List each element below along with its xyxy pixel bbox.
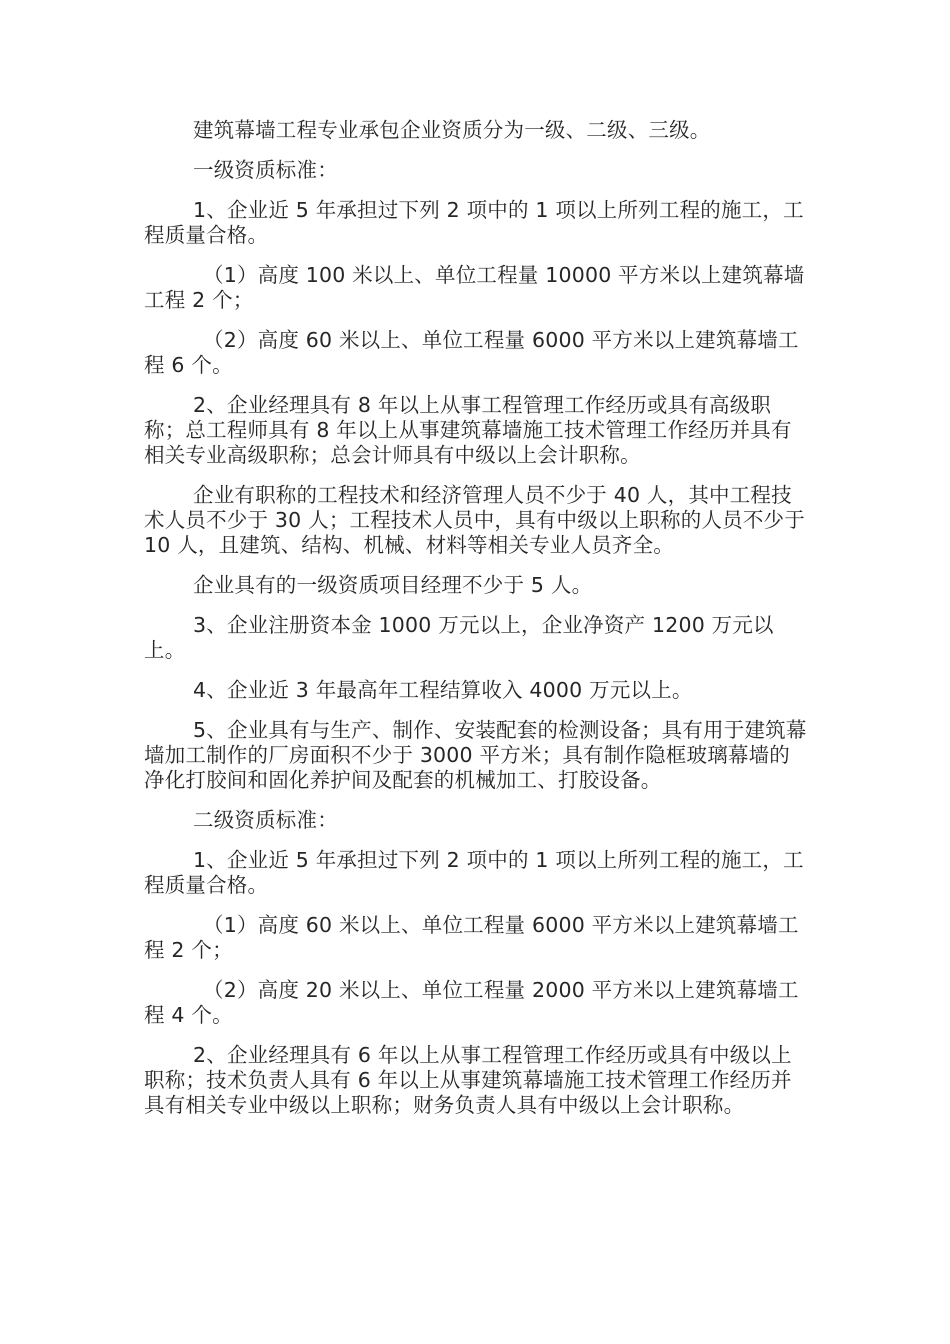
paragraph-intro: 建筑幕墙工程专业承包企业资质分为一级、二级、三级。: [193, 118, 711, 142]
paragraph-l1-item-2: 2、企业经理具有 8 年以上从事工程管理工作经历或具有高级职称；总工程师具有 8 年以上从事建筑幕墙施工技术管理工作经历并具有相关专业高级职称；总会计师具有中级以上会计职称。: [144, 393, 792, 467]
document-body: [144, 118, 810, 1133]
paragraph-l1-item-4: 4、企业近 3 年最高年工程结算收入 4000 万元以上。: [193, 678, 693, 702]
heading-level-2-standard: 二级资质标准：: [193, 808, 338, 832]
paragraph-l1-item-5: 5、企业具有与生产、制作、安装配套的检测设备；具有用于建筑幕墙加工制作的厂房面积不少于 3000 平方米；具有制作隐框玻璃幕墙的净化打胶间和固化养护间及配套的机械加工、打胶设备。: [144, 718, 807, 792]
paragraph-l1-item-1-sub-1: （1）高度 100 米以上、单位工程量 10000 平方米以上建筑幕墙工程 2 个；: [144, 263, 805, 312]
paragraph-l1-item-3: 3、企业注册资本金 1000 万元以上，企业净资产 1200 万元以上。: [144, 613, 774, 662]
paragraph-l1-item-1: 1、企业近 5 年承担过下列 2 项中的 1 项以上所列工程的施工，工程质量合格。: [144, 198, 804, 247]
paragraph-l2-item-2: 2、企业经理具有 6 年以上从事工程管理工作经历或具有中级以上职称；技术负责人具有 6 年以上从事建筑幕墙施工技术管理工作经历并具有相关专业中级以上职称；财务负责人具有中级以上会计职称。: [144, 1043, 792, 1117]
paragraph-l1-item-1-sub-2: （2）高度 60 米以上、单位工程量 6000 平方米以上建筑幕墙工程 6 个。: [144, 328, 799, 377]
paragraph-l2-item-1-sub-2: （2）高度 20 米以上、单位工程量 2000 平方米以上建筑幕墙工程 4 个。: [144, 978, 799, 1027]
paragraph-l1-staff: 企业有职称的工程技术和经济管理人员不少于 40 人，其中工程技术人员不少于 30 人；工程技术人员中，具有中级以上职称的人员不少于 10 人，且建筑、结构、机械、材料等相关专业人员齐全。: [144, 483, 805, 557]
paragraph-l2-item-1: 1、企业近 5 年承担过下列 2 项中的 1 项以上所列工程的施工，工程质量合格。: [144, 848, 804, 897]
paragraph-l1-managers: 企业具有的一级资质项目经理不少于 5 人。: [193, 573, 593, 597]
paragraph-l2-item-1-sub-1: （1）高度 60 米以上、单位工程量 6000 平方米以上建筑幕墙工程 2 个；: [144, 913, 799, 962]
heading-level-1-standard: 一级资质标准：: [193, 158, 338, 182]
